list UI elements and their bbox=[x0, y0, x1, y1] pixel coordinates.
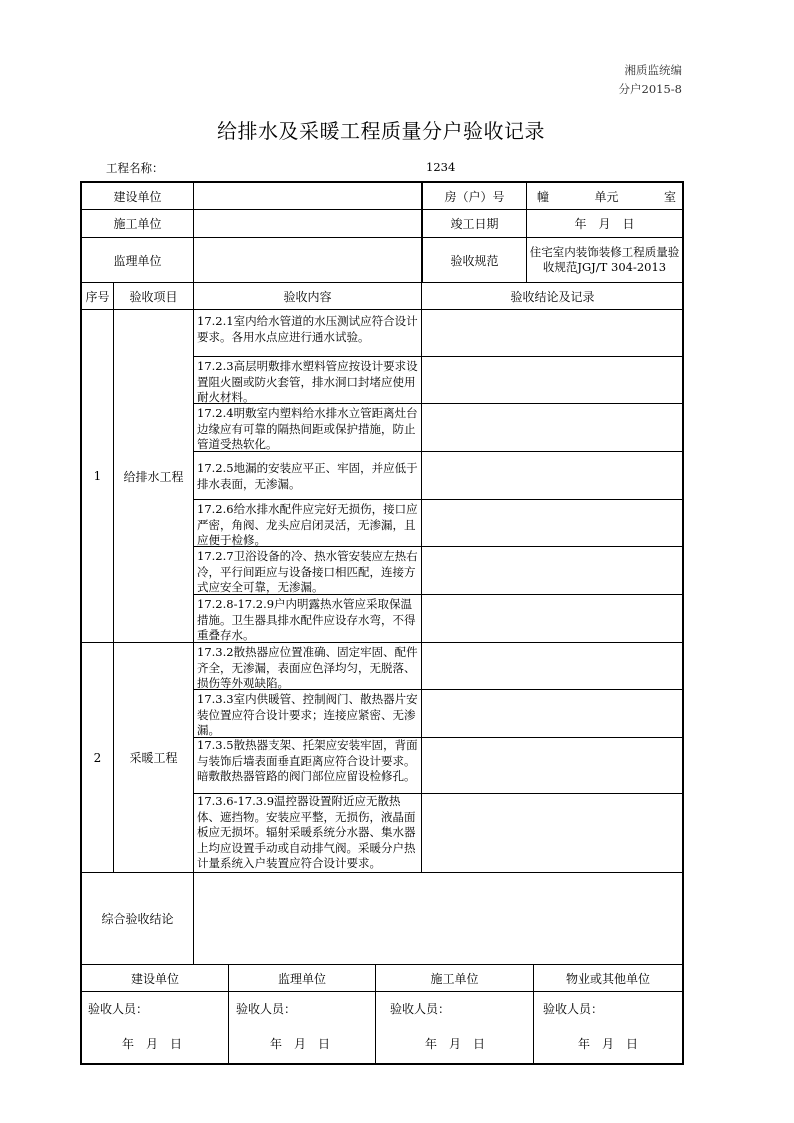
standard-label: 验收规范 bbox=[450, 253, 499, 268]
section-1-no: 1 bbox=[93, 469, 102, 483]
building-unit-label: 幢 bbox=[537, 189, 550, 204]
room-number-value[interactable] bbox=[527, 183, 682, 209]
form-code: 湘质监统编 bbox=[624, 63, 682, 77]
col-header-item: 验收项目 bbox=[129, 289, 178, 304]
check-item: 17.2.7卫浴设备的冷、热水管安装应左热右冷，平行间距应与设备接口相匹配，连接方式应安全可靠，无渗漏。 bbox=[197, 549, 418, 594]
check-item: 17.2.5地漏的安装应平正、牢固，并应低于排水表面，无渗漏。 bbox=[197, 461, 418, 491]
contractor-label: 施工单位 bbox=[113, 217, 162, 231]
sign-header-supervisor: 监理单位 bbox=[277, 971, 326, 986]
result-cell[interactable] bbox=[422, 452, 682, 499]
result-cell[interactable] bbox=[422, 643, 682, 689]
result-cell[interactable] bbox=[422, 595, 682, 642]
check-item: 17.2.4明敷室内塑料给水排水立管距离灶台边缘应有可靠的隔热间距或保护措施，防止管道受热软化。 bbox=[197, 406, 418, 451]
section-2-no: 2 bbox=[93, 750, 102, 765]
standard-value: 住宅室内装饰装修工程质量验收规范JGJ/T 304-2013 bbox=[529, 245, 680, 274]
summary-label: 综合验收结论 bbox=[101, 912, 174, 926]
completion-date-label: 竣工日期 bbox=[450, 217, 499, 231]
form-number: 分户2015-8 bbox=[618, 82, 682, 96]
result-cell[interactable] bbox=[422, 500, 682, 546]
check-item: 17.3.2散热器应位置准确、固定牢固、配件齐全，无渗漏，表面应色泽均匀，无脱落、损伤等外观缺陷。 bbox=[197, 645, 418, 689]
supervisor-label: 监理单位 bbox=[113, 253, 162, 268]
inspector-label: 验收人员： bbox=[88, 1002, 149, 1016]
result-cell[interactable] bbox=[422, 404, 682, 451]
col-header-no: 序号 bbox=[85, 289, 110, 304]
project-name-label: 工程名称： bbox=[106, 161, 164, 175]
result-cell[interactable] bbox=[422, 738, 682, 793]
check-item: 17.3.5散热器支架、托架应安装牢固，背面与装饰后墙表面垂直距离应符合设计要求。暗敷散热器管路的阀门部位应留设检修孔。 bbox=[197, 738, 418, 783]
result-cell[interactable] bbox=[422, 690, 682, 737]
page-title: 给排水及采暖工程质量分户验收记录 bbox=[217, 119, 545, 143]
section-1-name: 给排水工程 bbox=[123, 469, 184, 484]
check-item: 17.2.6给水排水配件应完好无损伤，接口应严密，角阀、龙头应启闭灵活，无渗漏，且应便于检修。 bbox=[197, 502, 418, 546]
contractor-value[interactable] bbox=[194, 210, 421, 237]
col-header-content: 验收内容 bbox=[283, 289, 332, 304]
room-number-label: 房（户）号 bbox=[444, 189, 505, 204]
room-label: 室 bbox=[663, 189, 676, 204]
check-item: 17.2.1室内给水管道的水压测试应符合设计要求。各用水点应进行通水试验。 bbox=[197, 314, 418, 344]
sign-header-property: 物业或其他单位 bbox=[565, 971, 650, 986]
result-cell[interactable] bbox=[422, 310, 682, 356]
inspector-label: 验收人员： bbox=[236, 1002, 297, 1016]
completion-date-value[interactable]: 年 月 日 bbox=[574, 217, 635, 231]
col-header-result: 验收结论及记录 bbox=[510, 289, 595, 304]
summary-value[interactable] bbox=[194, 873, 682, 964]
sign-date[interactable]: 年 月 日 bbox=[425, 1037, 486, 1051]
sign-date[interactable]: 年 月 日 bbox=[270, 1037, 331, 1051]
unit-label: 单元 bbox=[594, 189, 619, 204]
supervisor-value[interactable] bbox=[194, 238, 421, 282]
check-item: 17.2.8-17.2.9户内明露热水管应采取保温措施。卫生器具排水配件应设存水弯，不得重叠存水。 bbox=[197, 597, 416, 642]
check-item: 17.3.6-17.3.9温控器设置附近应无散热体、遮挡物。安装应平整，无损伤，液晶面板应无损坏。辐射采暖系统分水器、集水器上均应设置手动或自动排气阀。采暖分户热计量系统入户装置应符合设计要求。 bbox=[197, 794, 416, 870]
project-name-value: 1234 bbox=[426, 160, 456, 174]
result-cell[interactable] bbox=[422, 547, 682, 594]
check-item: 17.2.3高层明敷排水塑料管应按设计要求设置阻火圈或防火套管，排水洞口封堵应使用耐火材料。 bbox=[197, 359, 418, 403]
check-item: 17.3.3室内供暖管、控制阀门、散热器片安装位置应符合设计要求；连接应紧密、无渗漏。 bbox=[197, 692, 418, 737]
sign-header-contractor: 施工单位 bbox=[430, 971, 479, 986]
builder-value[interactable] bbox=[194, 183, 421, 209]
section-2-name: 采暖工程 bbox=[129, 751, 178, 765]
result-cell[interactable] bbox=[422, 794, 682, 872]
result-cell[interactable] bbox=[422, 357, 682, 403]
sign-date[interactable]: 年 月 日 bbox=[122, 1037, 183, 1051]
builder-label: 建设单位 bbox=[113, 189, 162, 204]
sign-date[interactable]: 年 月 日 bbox=[578, 1037, 639, 1051]
sign-header-builder: 建设单位 bbox=[130, 971, 179, 986]
inspector-label: 验收人员： bbox=[390, 1002, 451, 1016]
inspector-label: 验收人员： bbox=[543, 1002, 604, 1016]
